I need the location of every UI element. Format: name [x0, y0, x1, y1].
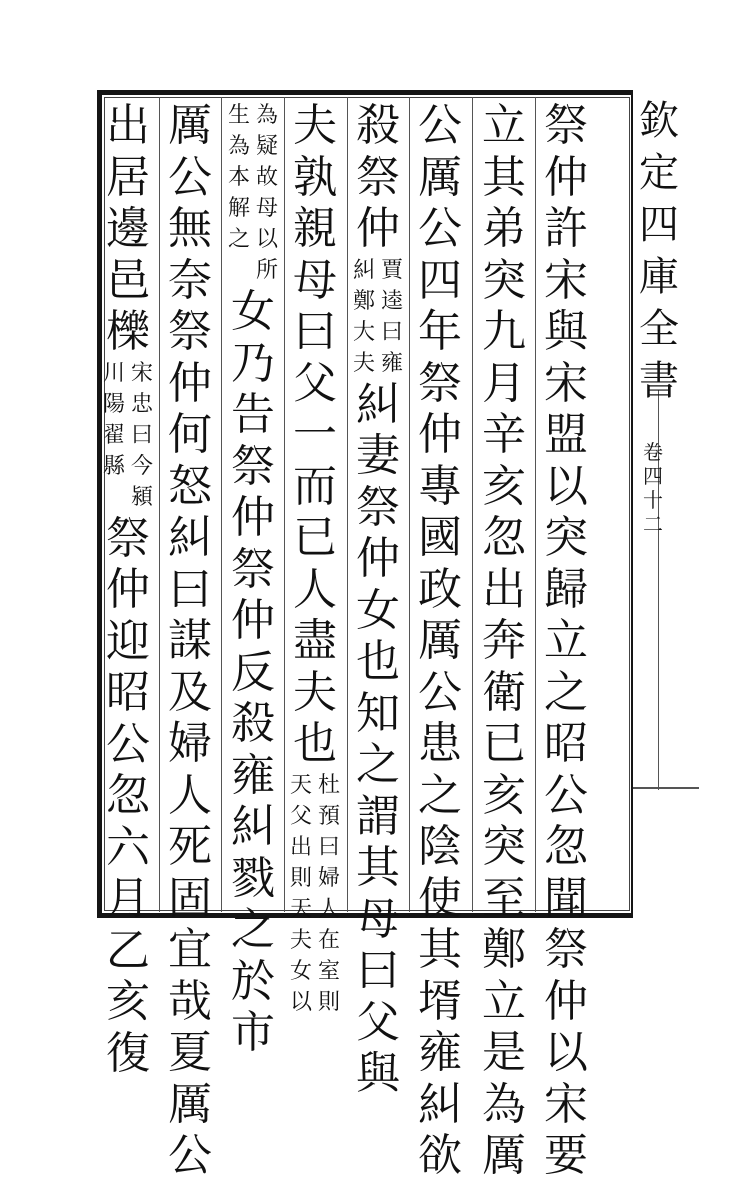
char: 亥	[482, 769, 526, 821]
main-text	[225, 286, 281, 1059]
char: 厲	[418, 151, 462, 203]
char: 四	[418, 254, 462, 306]
char: 厲	[482, 1130, 526, 1181]
char: 仲	[106, 564, 150, 615]
char: 仲	[356, 533, 400, 584]
char: 定	[639, 150, 679, 196]
char: 祭	[168, 306, 212, 357]
char: 書	[639, 358, 679, 404]
char: 二	[643, 512, 663, 536]
char: 公	[106, 718, 150, 770]
char: 告	[231, 389, 275, 440]
char: 祭	[231, 440, 275, 492]
char: 仲	[168, 357, 212, 409]
char: 昭	[544, 718, 588, 769]
char: 患	[418, 718, 462, 769]
char: 殺	[356, 100, 400, 151]
char: 宋	[544, 254, 588, 306]
char: 至	[482, 872, 526, 924]
char: 雍	[380, 350, 403, 376]
char: 曰	[380, 319, 403, 345]
column-rule	[347, 97, 348, 912]
char: 之	[356, 739, 400, 790]
char: 迎	[106, 615, 150, 667]
char: 夏	[168, 1027, 212, 1078]
char: 公	[168, 1130, 212, 1181]
char: 四	[639, 202, 679, 248]
char: 為	[227, 134, 250, 159]
char: 昭	[106, 667, 150, 718]
note-line	[352, 255, 376, 379]
text-column	[225, 100, 281, 1059]
char: 謂	[356, 790, 400, 842]
char: 雍	[418, 1027, 462, 1078]
char: 親	[293, 203, 337, 254]
char: 則	[317, 989, 340, 1015]
column-rule	[409, 97, 410, 912]
char: 公	[418, 203, 462, 254]
char: 復	[106, 1027, 150, 1079]
char: 與	[356, 1048, 400, 1099]
char: 糾	[168, 512, 212, 563]
column-rule	[535, 97, 536, 912]
char: 盡	[293, 615, 337, 666]
char: 鄭	[352, 288, 375, 314]
char: 居	[106, 151, 150, 203]
char: 糾	[418, 1078, 462, 1130]
char: 四	[643, 464, 663, 488]
char: 立	[482, 975, 526, 1027]
commentary-note	[352, 255, 404, 379]
char: 已	[293, 512, 337, 563]
char: 室	[317, 958, 340, 984]
char: 也	[293, 718, 337, 769]
char: 為	[255, 103, 278, 128]
char: 疑	[255, 134, 278, 159]
char: 盟	[544, 409, 588, 460]
char: 母	[293, 254, 337, 306]
note-line	[289, 770, 313, 1018]
char: 杜	[317, 772, 340, 798]
char: 許	[544, 203, 588, 254]
char: 也	[356, 636, 400, 687]
char: 乙	[106, 924, 150, 976]
char: 糾	[352, 257, 375, 283]
char: 女	[356, 584, 400, 636]
char: 人	[293, 563, 337, 615]
char: 忠	[130, 391, 153, 417]
main-text	[162, 100, 218, 1182]
char: 預	[317, 803, 340, 829]
char: 於	[231, 955, 275, 1007]
char: 妻	[356, 430, 400, 481]
char: 已	[482, 718, 526, 769]
note-line	[255, 100, 279, 286]
column-rule	[472, 97, 473, 912]
text-column	[350, 100, 406, 1100]
char: 以	[544, 1027, 588, 1078]
char: 夫	[289, 927, 312, 953]
char: 之	[544, 666, 588, 718]
note-line	[130, 358, 154, 513]
char: 要	[544, 1130, 588, 1181]
char: 曰	[356, 945, 400, 996]
char: 在	[317, 927, 340, 953]
char: 宜	[168, 924, 212, 975]
char: 亥	[482, 460, 526, 512]
char: 反	[231, 646, 275, 698]
char: 祭	[418, 357, 462, 409]
note-line	[227, 100, 251, 286]
char: 人	[317, 896, 340, 922]
char: 九	[482, 306, 526, 357]
char: 欲	[418, 1130, 462, 1181]
char: 仲	[544, 975, 588, 1027]
char: 突	[544, 512, 588, 563]
char: 六	[106, 821, 150, 873]
char: 仲	[544, 151, 588, 203]
char: 是	[482, 1027, 526, 1078]
char: 而	[293, 460, 337, 512]
char: 仲	[231, 492, 275, 543]
char: 突	[482, 254, 526, 306]
commentary-note	[289, 770, 341, 1018]
char: 與	[544, 306, 588, 357]
column-rule	[284, 97, 285, 912]
char: 雍	[231, 749, 275, 801]
char: 哉	[168, 975, 212, 1027]
char: 突	[482, 821, 526, 872]
char: 曰	[168, 563, 212, 615]
char: 庫	[639, 254, 679, 300]
note-line	[380, 255, 404, 379]
char: 謀	[168, 615, 212, 666]
char: 公	[418, 666, 462, 718]
char: 夫	[352, 350, 375, 376]
char: 厲	[168, 100, 212, 151]
commentary-note	[227, 100, 279, 286]
char: 櫟	[106, 306, 150, 357]
char: 知	[356, 687, 400, 739]
text-column	[538, 100, 594, 1182]
char: 祭	[356, 151, 400, 203]
char: 祭	[544, 924, 588, 975]
main-text	[100, 513, 156, 1080]
char: 戮	[231, 852, 275, 904]
char: 全	[639, 306, 679, 352]
juan-number	[640, 440, 666, 536]
char: 翟	[102, 422, 125, 448]
char: 川	[102, 360, 125, 386]
char: 月	[106, 873, 150, 924]
char: 曰	[293, 306, 337, 357]
char: 之	[227, 227, 250, 252]
char: 陰	[418, 821, 462, 872]
main-text	[350, 379, 406, 1100]
char: 公	[168, 151, 212, 203]
char: 父	[293, 357, 337, 409]
char: 其	[482, 151, 526, 203]
char: 婦	[168, 718, 212, 769]
char: 公	[544, 769, 588, 821]
char: 歸	[544, 563, 588, 615]
char: 以	[255, 227, 278, 252]
text-column	[100, 100, 156, 1079]
char: 乃	[231, 337, 275, 389]
char: 所	[255, 258, 278, 283]
char: 祭	[544, 100, 588, 151]
main-text	[412, 100, 468, 1182]
char: 邊	[106, 203, 150, 254]
text-column	[476, 100, 532, 1182]
char: 出	[289, 834, 312, 860]
char: 其	[356, 842, 400, 893]
char: 十	[643, 488, 663, 512]
char: 之	[231, 904, 275, 955]
char: 公	[418, 100, 462, 151]
char: 國	[418, 512, 462, 563]
note-line	[317, 770, 341, 1018]
char: 宋	[544, 357, 588, 409]
main-text	[100, 100, 156, 358]
char: 父	[289, 803, 312, 829]
char: 宋	[544, 1078, 588, 1130]
char: 天	[289, 896, 312, 922]
char: 及	[168, 666, 212, 718]
char: 大	[352, 319, 375, 345]
char: 奈	[168, 254, 212, 306]
char: 解	[227, 196, 250, 221]
char: 出	[482, 563, 526, 615]
char: 今	[130, 453, 153, 479]
char: 曰	[130, 422, 153, 448]
char: 曰	[317, 834, 340, 860]
char: 祭	[231, 543, 275, 595]
commentary-note	[102, 358, 154, 513]
main-text	[538, 100, 594, 1182]
column-rule	[221, 97, 222, 912]
char: 為	[482, 1078, 526, 1130]
text-column	[162, 100, 218, 1182]
margin-bar	[633, 787, 699, 789]
char: 厲	[418, 615, 462, 666]
char: 仲	[418, 409, 462, 460]
char: 逵	[380, 288, 403, 314]
char: 母	[255, 196, 278, 221]
char: 死	[168, 821, 212, 872]
char: 專	[418, 460, 462, 512]
char: 生	[227, 103, 250, 128]
char: 仲	[231, 595, 275, 646]
char: 以	[544, 460, 588, 512]
char: 欽	[639, 98, 679, 144]
char: 立	[544, 615, 588, 666]
char: 糾	[356, 378, 400, 430]
char: 鄭	[482, 924, 526, 975]
char: 邑	[106, 254, 150, 306]
char: 出	[106, 100, 150, 151]
note-line	[102, 358, 126, 513]
char: 賈	[380, 257, 403, 283]
char: 縣	[102, 453, 125, 479]
char: 使	[418, 872, 462, 924]
char: 母	[356, 893, 400, 945]
char: 婦	[317, 865, 340, 891]
char: 祭	[356, 481, 400, 533]
char: 厲	[168, 1078, 212, 1130]
char: 孰	[293, 151, 337, 203]
char: 卷	[643, 440, 663, 464]
char: 故	[255, 165, 278, 190]
char: 衛	[482, 666, 526, 718]
char: 仲	[356, 203, 400, 254]
char: 天	[289, 772, 312, 798]
char: 立	[482, 100, 526, 151]
text-column	[412, 100, 468, 1182]
char: 何	[168, 409, 212, 460]
char: 忽	[544, 821, 588, 872]
char: 弟	[482, 203, 526, 254]
main-text	[476, 100, 532, 1182]
char: 亥	[106, 976, 150, 1027]
char: 之	[418, 769, 462, 821]
char: 辛	[482, 409, 526, 460]
char: 夫	[293, 100, 337, 151]
char: 宋	[130, 360, 153, 386]
char: 固	[168, 872, 212, 924]
char: 年	[418, 306, 462, 357]
char: 忽	[106, 770, 150, 821]
char: 政	[418, 563, 462, 615]
char: 怒	[168, 460, 212, 512]
text-column	[287, 100, 343, 1018]
char: 女	[231, 286, 275, 337]
char: 奔	[482, 615, 526, 666]
char: 其	[418, 924, 462, 975]
char: 女	[289, 958, 312, 984]
char: 市	[231, 1007, 275, 1058]
char: 月	[482, 357, 526, 409]
char: 忽	[482, 512, 526, 563]
char: 夫	[293, 666, 337, 718]
char: 殺	[231, 698, 275, 749]
char: 父	[356, 996, 400, 1048]
char: 祭	[106, 512, 150, 564]
main-text	[350, 100, 406, 255]
char: 陽	[102, 391, 125, 417]
char: 則	[289, 865, 312, 891]
char: 一	[293, 409, 337, 460]
char: 無	[168, 203, 212, 254]
book-title	[636, 95, 682, 407]
char: 以	[289, 989, 312, 1015]
char: 人	[168, 769, 212, 821]
char: 壻	[418, 975, 462, 1027]
column-rule	[159, 97, 160, 912]
char: 糾	[231, 801, 275, 852]
char: 聞	[544, 872, 588, 924]
char: 本	[227, 165, 250, 190]
main-text	[287, 100, 343, 770]
char: 潁	[130, 484, 153, 510]
